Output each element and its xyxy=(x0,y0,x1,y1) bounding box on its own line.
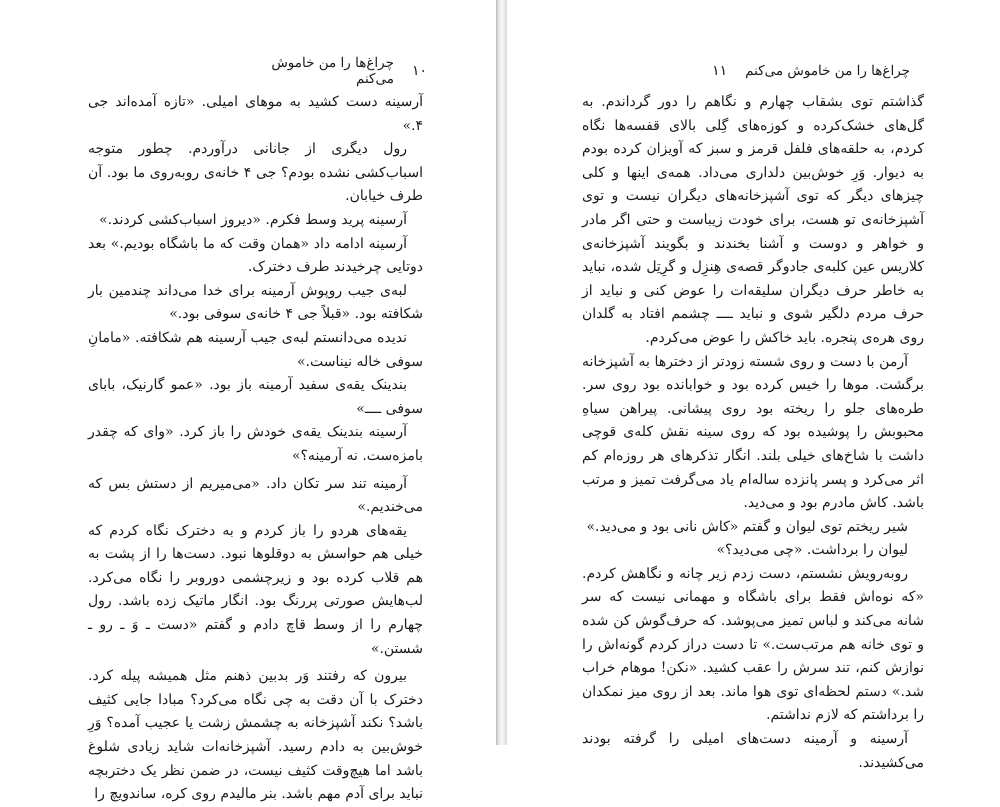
paragraph: بندینک یقه‌ی سفید آرمینه باز بود. «عمو گارنیک، بابای سوفی ــــ» xyxy=(88,377,423,417)
left-page xyxy=(0,0,497,803)
left-page-body xyxy=(88,91,423,807)
right-page-header xyxy=(587,60,910,82)
page-number: ۱۰ xyxy=(411,63,427,79)
right-page-body xyxy=(582,91,924,775)
paragraph: یقه‌های هردو را باز کردم و به دخترک نگاه کردم که خیلی هم حواسش به دوقلوها نبود. دست‌ها را از پشت به هم قلاب کرده بود و زیرچشمی دوروبر را نگاه می‌کرد. لب‌هایش صورتی پررنگ بود. انگار ماتیک زده باشد. رول چهارم را از وسط قاچ دادم و گفتم «دست ـ وَ ـ رو ـ شستن.» xyxy=(88,522,423,657)
paragraph: آرمینه تند سر تکان داد. «می‌میریم از دستش بس که می‌خندیم.» xyxy=(88,475,423,516)
paragraph: ندیده می‌دانستم لبه‌ی جیب آرسینه هم شکافته. «مامانِ سوفی خاله نیناست.» xyxy=(88,329,423,370)
left-page-header xyxy=(250,55,427,87)
paragraph: رول دیگری از جانانی درآوردم. چطور متوجه اسباب‌کشی نشده بودم؟ جی ۴ خانه‌ی روبه‌روی ما بود. آن طرف خیابان. xyxy=(88,141,423,205)
paragraph: بیرون که رفتند وَر بدبین ذهنم مثل همیشه پیله کرد. دخترک با آن دقت به چی نگاه می‌کرد؟ مبادا جایی کثیف باشد؟ نکند آشپزخانه به چشمش زشت یا عجیب آمده؟ وَرِ خوش‌بین به دادم رسید. آشپزخانه‌ات شاید زیادی شلوغ باشد اما هیچ‌وقت کثیف نیست، در ضمن نظر یک دختربچه نباید برای آدم مهم باشد. بنر مالیدم روی کره، ساندویچ را xyxy=(88,668,423,803)
paragraph: آرسینه دست کشید به موهای امیلی. «تازه آمده‌اند جی ۴.» xyxy=(88,94,423,134)
paragraph: آرمن با دست و روی شسته زودتر از دخترها به آشپزخانه برگشت. موها را خیس کرده بود و خوابانده بود روی سر. طره‌های جلو را ریخته بود روی پیشانی. پیراهن سیاهِ محبوبش را پوشیده بود که روی سینه نقش کله‌ی قوچی داشت با شاخ‌های خیلی بلند. انگار تذکرهای هر روزه‌ام کم اثر می‌کرد و پسر پانزده ساله‌ام یاد می‌گرفت تمیز و مرتب باشد. کاش مادرم بود و می‌دید. xyxy=(582,353,924,512)
paragraph: لبه‌ی جیب روپوش آرمینه برای خدا می‌داند چندمین بار شکافته بود. «قبلاً جی ۴ خانه‌ی سوفی بود.» xyxy=(88,282,423,323)
paragraph: روبه‌رویش نشستم، دست زدم زیر چانه و نگاهش کردم. «که نوه‌اش فقط برای باشگاه و مهمانی نیست که سر شانه می‌کند و لباس تمیز می‌پوشد. که حرف‌گوش کن شده و توی خانه هم مرتب‌ست.» تا دست دراز کردم گونه‌اش را نوازش کنم، تند سرش را عقب کشید. «نکن! موهام خراب شد.» دستم لحظه‌ای توی هوا ماند. بعد از روی میز نمکدان را برداشتم که لازم نداشتم. xyxy=(582,565,924,724)
paragraph: گذاشتم توی بشقاب چهارم و نگاهم را دور گرداندم. به گل‌های خشک‌کرده و کوزه‌های گِلی بالای قفسه‌ها نگاه کردم، به حلقه‌های فلفل قرمز و سبز که آویزان کرده بودم به دیوار. وَرِ خوش‌بین دلداری می‌داد. همه‌ی اینها و کلی چیزهای دیگر که توی آشپزخانه‌های دیگران نیست و توی آشپزخانه‌ی تو هست، برای خودت زیباست و حتی اگر مادر و خواهر و دوست و آشنا بخندند و بگویند آشپزخانه‌ی کلاریس عین کلبه‌ی جادوگر قصه‌ی هِنزِل و گرِتِل شده، نباید به خاطر حرف دیگران سلیقه‌ات را عوض کنی و نباید از حرف مردم دلگیر شوی و نباید ــــ چشمم افتاد به گلدان روی هره‌ی پنجره. باید خاکش را عوض می‌کردم. xyxy=(582,94,924,346)
paragraph: شیر ریختم توی لیوان و گفتم «کاش نانی بود و می‌دید.» xyxy=(586,518,908,535)
book-gutter xyxy=(497,0,507,745)
running-title: چراغ‌ها را من خاموش می‌کنم xyxy=(745,63,910,79)
paragraph: آرسینه پرید وسط فکرم. «دیروز اسباب‌کشی کردند.» xyxy=(99,211,407,228)
paragraph: لیوان را برداشت. «چی می‌دید؟» xyxy=(716,542,908,559)
paragraph: آرسینه و آرمینه دست‌های امیلی را گرفته بودند می‌کشیدند. xyxy=(582,731,924,771)
running-title: چراغ‌ها را من خاموش می‌کنم xyxy=(271,55,394,87)
right-page xyxy=(507,0,1000,771)
page-number: ۱۱ xyxy=(712,63,728,79)
paragraph: آرسینه بندینک یقه‌ی خودش را باز کرد. «وای که چقدر بامزه‌ست. نه آرمینه؟» xyxy=(88,424,423,464)
paragraph: آرسینه ادامه داد «همان وقت که ما باشگاه بودیم.» بعد دوتایی چرخیدند طرف دخترک. xyxy=(88,235,423,276)
